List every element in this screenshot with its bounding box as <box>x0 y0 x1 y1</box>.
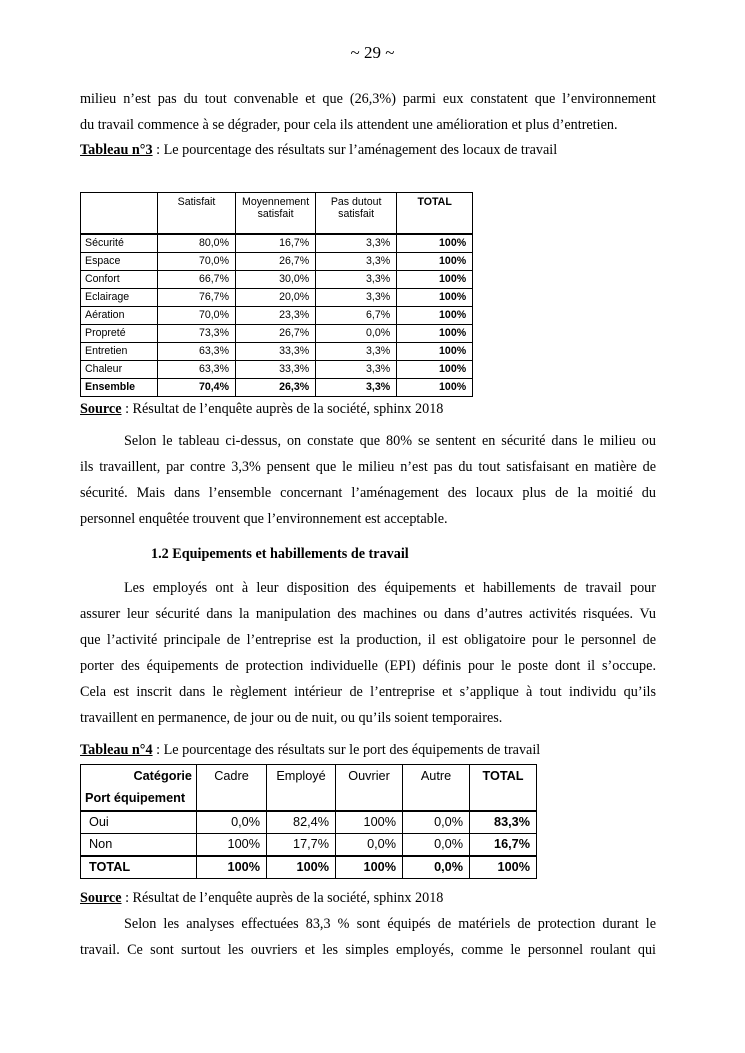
text-line: porter des équipements de protection individuelle (EPI) définis pour le poste dont il s’occupe. <box>80 658 656 674</box>
table-header-row <box>81 765 537 812</box>
row-label: Entretien <box>81 343 158 361</box>
cell: 100% <box>397 271 473 289</box>
row-label: TOTAL <box>81 856 197 879</box>
cell: 100% <box>397 289 473 307</box>
table-row <box>81 289 473 307</box>
text-line: sécurité. Mais dans l’ensemble concernant l’aménagement des locaux plus de la moitié du <box>80 485 656 501</box>
table-row-ensemble <box>81 379 473 397</box>
text-line: Selon les analyses effectuées 83,3 % sont équipés de matériels de protection durant le <box>124 916 656 932</box>
cell: 3,3% <box>316 234 397 253</box>
cell: 100% <box>397 361 473 379</box>
text-line: Cela est inscrit dans le règlement intérieur de l’entreprise et s’applique à tout individu qu’ils <box>80 684 656 700</box>
text-line: travail. Ce sont surtout les ouvriers et les simples employés, comme le personnel roulant qui <box>80 942 656 958</box>
text-line: milieu n’est pas du tout convenable et que (26,3%) parmi eux constatent que l’environnement <box>80 91 656 107</box>
cell: 100% <box>197 856 267 879</box>
cell: 33,3% <box>236 361 316 379</box>
header-cell: TOTAL <box>470 765 537 812</box>
corner-header <box>81 765 197 812</box>
text-line: Les employés ont à leur disposition des équipements et habillements de travail pour <box>124 580 656 596</box>
cell: 70,0% <box>158 253 236 271</box>
row-label: Chaleur <box>81 361 158 379</box>
table-4 <box>80 764 537 879</box>
corner-top-label: Catégorie <box>133 769 192 783</box>
cell: 23,3% <box>236 307 316 325</box>
cell: 0,0% <box>403 856 470 879</box>
text-line: ils travaillent, par contre 3,3% pensent que le milieu n’est pas du tout satisfaisant en matière de <box>80 459 656 475</box>
cell: 0,0% <box>403 811 470 834</box>
cell: 6,7% <box>316 307 397 325</box>
cell: 70,4% <box>158 379 236 397</box>
header-cell: TOTAL <box>397 193 473 235</box>
cell: 3,3% <box>316 289 397 307</box>
cell: 0,0% <box>336 834 403 857</box>
table-row <box>81 271 473 289</box>
header-cell: Ouvrier <box>336 765 403 812</box>
caption-text: : Le pourcentage des résultats sur l’aménagement des locaux de travail <box>152 142 558 158</box>
source-label: Source <box>80 401 122 417</box>
text-line: assurer leur sécurité dans la manipulation des machines ou dans d’autres activités risquées. Vu <box>80 606 656 622</box>
header-cell: Moyennement satisfait <box>236 193 316 235</box>
table-row <box>81 253 473 271</box>
paragraph-equipment <box>80 575 656 731</box>
cell: 16,7% <box>236 234 316 253</box>
cell: 0,0% <box>403 834 470 857</box>
text-line: personnel enquêtée trouvent que l’environnement est acceptable. <box>80 511 448 527</box>
cell: 100% <box>336 856 403 879</box>
row-label: Confort <box>81 271 158 289</box>
paragraph-top <box>80 86 656 138</box>
caption-label: Tableau n°4 <box>80 742 153 758</box>
table-row <box>81 325 473 343</box>
header-cell: Employé <box>267 765 336 812</box>
row-label: Oui <box>81 811 197 834</box>
cell: 100% <box>470 856 537 879</box>
row-label: Non <box>81 834 197 857</box>
cell: 66,7% <box>158 271 236 289</box>
cell: 26,7% <box>236 325 316 343</box>
cell: 100% <box>397 379 473 397</box>
text-line: Selon le tableau ci-dessus, on constate que 80% se sentent en sécurité dans le milieu ou <box>124 433 656 449</box>
cell: 3,3% <box>316 253 397 271</box>
header-cell: Cadre <box>197 765 267 812</box>
cell: 100% <box>397 343 473 361</box>
cell: 80,0% <box>158 234 236 253</box>
cell: 76,7% <box>158 289 236 307</box>
section-heading: 1.2 Equipements et habillements de travail <box>151 546 409 562</box>
source-label: Source <box>80 890 122 906</box>
cell: 0,0% <box>316 325 397 343</box>
cell: 33,3% <box>236 343 316 361</box>
table-row <box>81 343 473 361</box>
cell: 100% <box>397 307 473 325</box>
cell: 63,3% <box>158 343 236 361</box>
table-row-total <box>81 856 537 879</box>
source-text: : Résultat de l’enquête auprès de la société, sphinx 2018 <box>121 890 444 906</box>
cell: 100% <box>267 856 336 879</box>
row-label: Sécurité <box>81 234 158 253</box>
cell: 3,3% <box>316 379 397 397</box>
text-line: travaillent en permanence, de jour ou de nuit, ou qu’ils soient temporaires. <box>80 710 503 726</box>
header-cell: Pas dutout satisfait <box>316 193 397 235</box>
cell: 26,3% <box>236 379 316 397</box>
row-label: Propreté <box>81 325 158 343</box>
cell: 16,7% <box>470 834 537 857</box>
corner-bottom-label: Port équipement <box>85 791 186 805</box>
table-header-row <box>81 193 473 235</box>
paragraph-analysis-1 <box>80 428 656 532</box>
source-text: : Résultat de l’enquête auprès de la société, sphinx 2018 <box>121 401 444 417</box>
table4-caption <box>80 737 680 763</box>
row-label: Aération <box>81 307 158 325</box>
cell: 70,0% <box>158 307 236 325</box>
caption-label: Tableau n°3 <box>80 142 153 158</box>
text-line: que l’activité principale de l’entreprise est la production, il est obligatoire pour le personnel de <box>80 632 656 648</box>
table-row <box>81 307 473 325</box>
paragraph-analysis-2 <box>80 911 656 963</box>
cell: 100% <box>397 253 473 271</box>
cell: 83,3% <box>470 811 537 834</box>
table-row <box>81 834 537 857</box>
table-row <box>81 234 473 253</box>
table4-source <box>80 885 680 911</box>
table-3 <box>80 192 473 397</box>
row-label: Espace <box>81 253 158 271</box>
table3-source <box>80 396 680 422</box>
table-row <box>81 361 473 379</box>
cell: 82,4% <box>267 811 336 834</box>
cell: 73,3% <box>158 325 236 343</box>
table-row <box>81 811 537 834</box>
cell: 3,3% <box>316 343 397 361</box>
cell: 30,0% <box>236 271 316 289</box>
cell: 63,3% <box>158 361 236 379</box>
cell: 26,7% <box>236 253 316 271</box>
cell: 3,3% <box>316 271 397 289</box>
cell: 17,7% <box>267 834 336 857</box>
cell: 3,3% <box>316 361 397 379</box>
header-cell <box>81 193 158 235</box>
cell: 100% <box>397 325 473 343</box>
table3-caption <box>80 137 680 163</box>
cell: 0,0% <box>197 811 267 834</box>
cell: 20,0% <box>236 289 316 307</box>
cell: 100% <box>397 234 473 253</box>
header-cell: Autre <box>403 765 470 812</box>
page-number: ~ 29 ~ <box>350 43 395 62</box>
cell: 100% <box>197 834 267 857</box>
caption-text: : Le pourcentage des résultats sur le port des équipements de travail <box>152 742 541 758</box>
header-cell: Satisfait <box>158 193 236 235</box>
text-line: du travail commence à se dégrader, pour cela ils attendent une amélioration et plus d’entretien. <box>80 117 618 133</box>
row-label: Eclairage <box>81 289 158 307</box>
row-label: Ensemble <box>81 379 158 397</box>
cell: 100% <box>336 811 403 834</box>
